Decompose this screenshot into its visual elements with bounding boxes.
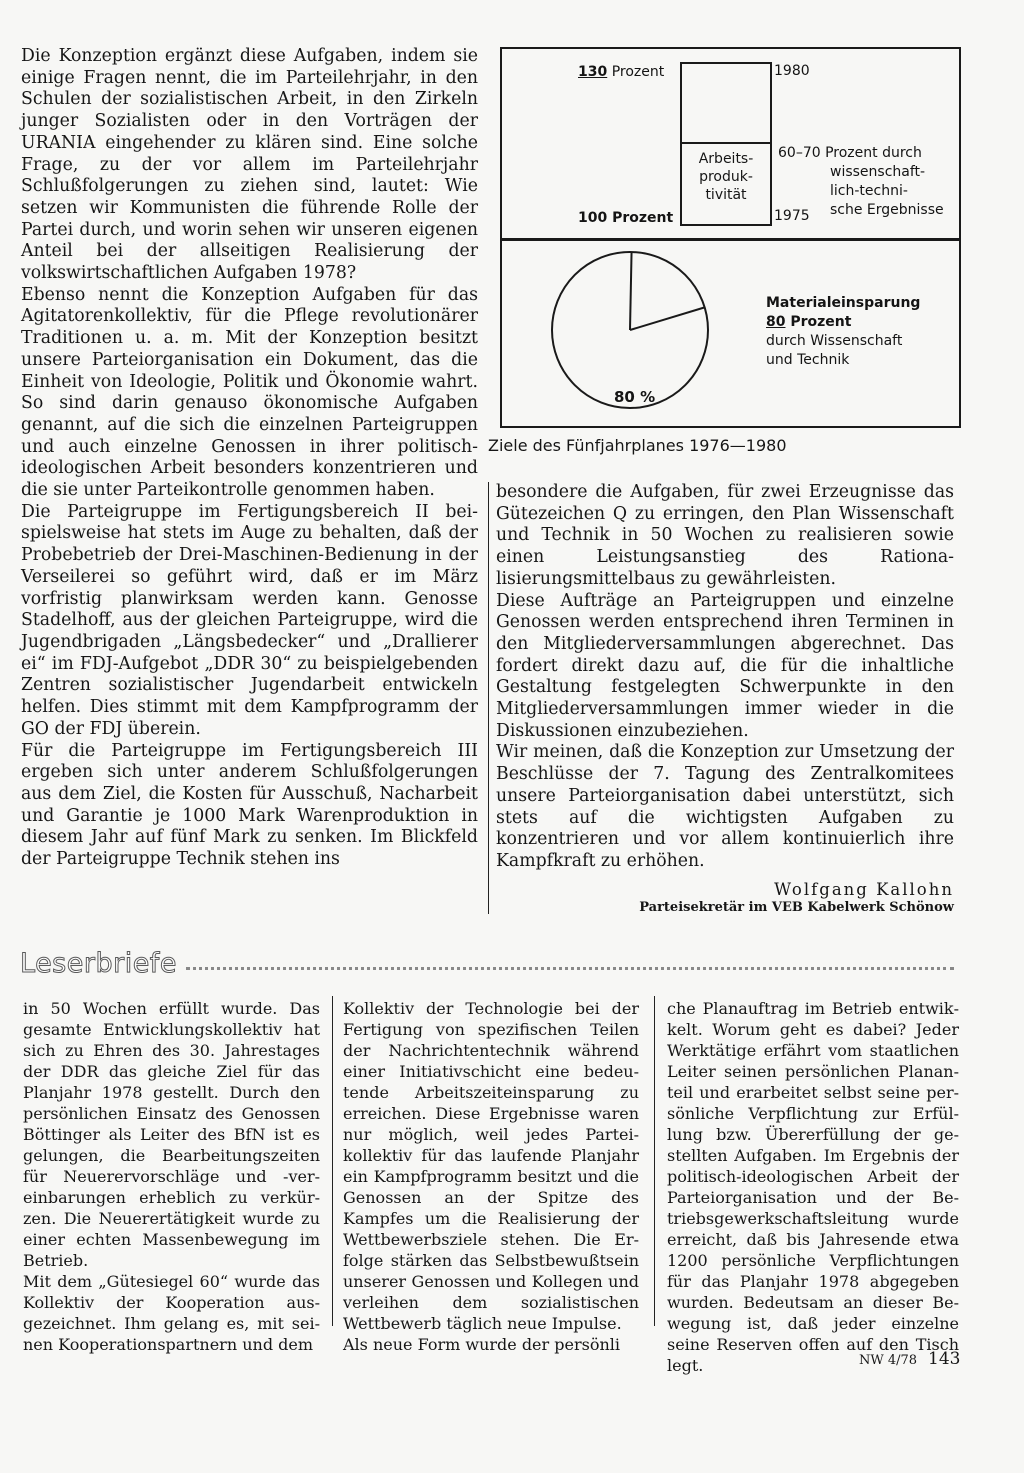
issue-number: NW 4/78 [859, 1353, 918, 1368]
pie-slice-boundary [630, 307, 705, 330]
figure-caption: Ziele des Fünfjahrplanes 1976—1980 [488, 436, 787, 455]
bar-share-label: 60–70 Prozent durch wissenschaft- lich-techni- sche Ergebnisse [778, 145, 944, 218]
paragraph: Ebenso nennt die Konzeption Aufgaben für das Agitatorenkollektiv, für die Pflege revolutionärer Traditionen u. a. m. Mit der Konzeption besitzt unsere Parteiorganisation ein Dokument, das die Einheit von Ideologie, Politik und Ökonomie wahrt. So sind darin genauso ökonomische Aufgaben genannt, auf die sich die einzelnen Parteigruppen und auch einzelne Genossen in ihrer politisch-ideologischen Arbeit besonders konzentrieren und die sie unter Parteikontrolle genommen haben. [21, 284, 478, 501]
paragraph: Die Parteigruppe im Fertigungsbereich II beispielsweise hat stets im Auge zu behalten, daß der Probebetrieb der Drei-Maschinen-Bedienung in der Verseilerei so geführt wird, daß er im März vorfristig planwirksam werden kann. Genosse Stadelhoff, aus der gleichen Parteigruppe, wird die Jugendbrigaden „Längsbedecker“ und „Drallierer ei“ im FDJ-Aufgebot „DDR 30“ zu beispielgebenden Zentren sozialistischer Jugendarbeit entwickeln helfen. Dies stimmt mit dem Kampfprogramm der GO der FDJ überein. [21, 501, 478, 739]
paragraph: Diese Aufträge an Parteigruppen und einzelne Genossen werden entsprechend ihren Terminen in den Mitgliederversammlungen abgerechnet. Das fordert direkt dazu auf, die für die inhaltliche Gestaltung festgelegten Schwerpunkte in den Mitgliederversammlungen immer wieder in die Diskussionen einzubeziehen. [496, 590, 954, 741]
paragraph: Wir meinen, daß die Konzeption zur Umsetzung der Beschlüsse der 7. Tagung des Zentralkomitees unsere Parteiorganisation dabei unterstützt, sich stets auf die wichtigsten Aufgaben zu konzentrieren und vor allem kontinuierlich ihre Kampfkraft zu erhöhen. [496, 742, 954, 871]
bar-top-value: 130 [578, 64, 608, 80]
paragraph: in 50 Wochen erfüllt wurde. Das gesamte Entwicklungskollektiv hat sich zu Ehren des 30. Jahrestages der DDR das gleiche Ziel für das Planjahr 1978 gestellt. Durch den persönlichen Einsatz des Genossen Böttinger als Leiter des BfN ist es gelungen, die Bearbeitungszeiten für Neuerervorschläge und -vereinbarungen erheblich zu verkürzen. Die Neuerertätigkeit wurde zu einer echten Massenbewegung im Betrieb. [23, 999, 320, 1270]
author-role: Parteisekretär im VEB Kabelwerk Schönow [639, 900, 954, 915]
author-name: Wolfgang Kallohn [774, 880, 954, 899]
bar-year-top: 1980 [774, 63, 810, 79]
page-number: 143 [928, 1349, 961, 1369]
paragraph: Die Konzeption ergänzt diese Aufgaben, indem sie einige Fragen nennt, die im Parteilehrjahr, in den Schulen der sozialistischen Arbeit, in den Zirkeln junger Sozialisten oder in den Vorträgen der URANIA eingehender zu klären sind. Eine solche Frage, zu der vor allem im Parteilehrjahr Schlußfolgerungen zu ziehen sind, lautet: Wie setzen wir Kommunisten die führende Rolle der Partei durch, und worin sehen wir unseren eigenen Anteil bei der allseitigen Realisierung der volkswirtschaftlichen Aufgaben 1978? [21, 46, 478, 284]
pie-label-unit: Prozent [790, 314, 852, 330]
letters-column-1 [23, 998, 320, 1355]
paragraph: Mit dem „Gütesiegel 60“ wurde das Kollektiv der Kooperation ausgezeichnet. Ihm gelang es, mit seinen Kooperationspartnern und dem [23, 1272, 320, 1354]
letters-column-2 [343, 998, 639, 1355]
column-divider [332, 996, 333, 1326]
paragraph: Kollektiv der Technologie bei der Fertigung von spezifischen Teilen der Nachrichtentechnik während einer Initiativschicht eine bedeutende Arbeitszeiteinsparung zu erreichen. Diese Ergebnisse waren nur möglich, weil jedes Parteikollektiv für das laufende Planjahr ein Kampfprogramm besitzt und die Genossen an der Spitze des Kampfes um die Realisierung der Wettbewerbsziele stehen. Die Erfolge stärken das Selbstbewußtsein unserer Genossen und Kollegen und verleihen dem sozialistischen Wettbewerb täglich neue Impulse. [343, 999, 639, 1333]
pie-center-label: 80 % [614, 388, 656, 406]
pie-legend: Materialeinsparung 80 Prozent durch Wissenschaft und Technik [766, 295, 921, 368]
paragraph: besondere die Aufgaben, für zwei Erzeugnisse das Gütezeichen Q zu erringen, den Plan Wissenschaft und Technik in 50 Wochen zu realisieren sowie einen Leistungsanstieg des Rationalisierungsmittelbaus zu gewährleisten. [496, 482, 954, 589]
pie-slice-boundary [630, 252, 632, 330]
column-divider [654, 996, 655, 1326]
paragraph: Als neue Form wurde der persönli [343, 1335, 620, 1354]
paragraph: che Planauftrag im Betrieb entwikkelt. Worum geht es dabei? Jeder Werktätige erfährt vom staatlichen Leiter seinen persönlichen Plananteil und erarbeitet selbst seine persönliche Verpflichtung zur Erfüllung bzw. Übererfüllung der gestellten Aufgaben. Im Ergebnis der politisch-ideologischen Arbeit der Parteiorganisation und der Betriebsgewerkschaftsleitung wurde erreicht, daß bis Jahresende etwa 1200 persönliche Verpflichtungen für das Planjahr 1978 abgegeben wurden. Bedeutsam an dieser Bewegung ist, daß jeder einzelne seine Reserven offen auf den Tisch legt. [667, 999, 959, 1375]
bar-top-label [578, 63, 664, 82]
bar-year-bottom: 1975 [774, 208, 810, 224]
column-divider [488, 482, 489, 914]
bar-bottom-label: 100 Prozent [578, 210, 674, 226]
section-title: Leserbriefe [20, 948, 177, 979]
letters-column-3 [667, 998, 959, 1376]
bar-top-unit: Prozent [611, 64, 665, 80]
section-rule [186, 967, 954, 970]
bar-inner-label: Arbeits- produk- tivität [698, 151, 754, 203]
article-column-left [21, 46, 478, 871]
paragraph: Für die Parteigruppe im Fertigungsbereich III ergeben sich unter anderem Schlußfolgerungen aus dem Ziel, die Kosten für Ausschuß, Nacharbeit und Garantie je 1000 Mark Warenproduktion in diesem Jahr auf fünf Mark zu senken. Im Blickfeld der Parteigruppe Technik stehen ins [21, 740, 478, 870]
article-column-right [496, 482, 954, 873]
pie-label-value: 80 [766, 314, 786, 330]
